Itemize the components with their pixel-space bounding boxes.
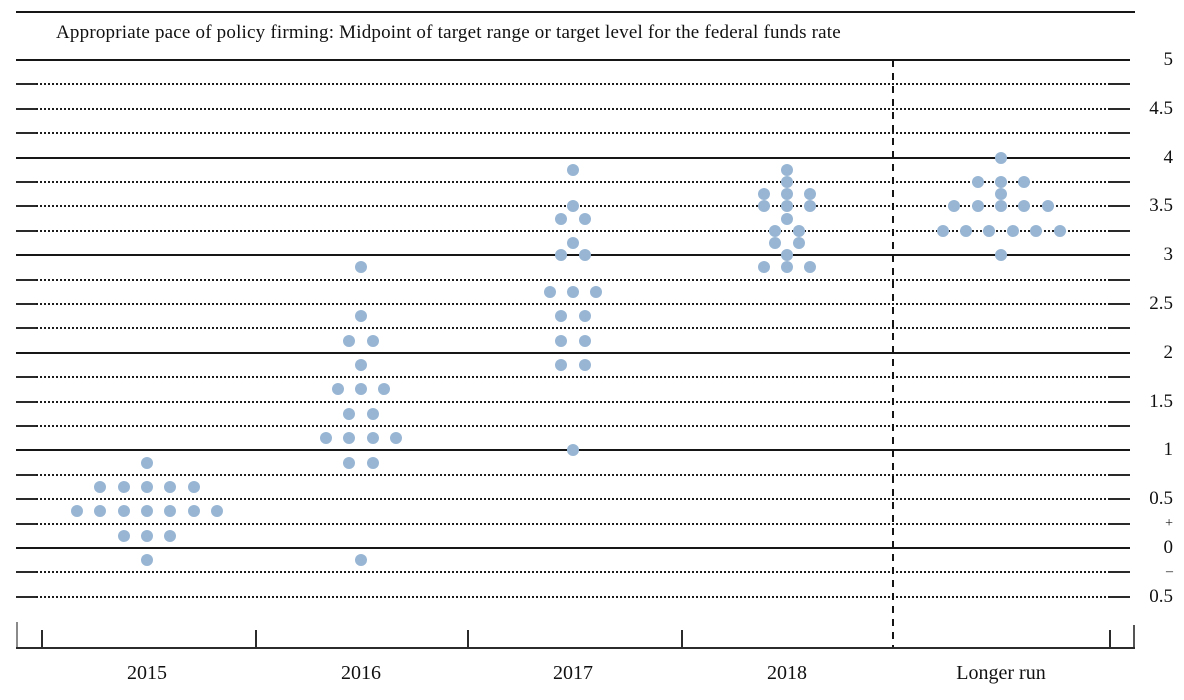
gridline-dotted bbox=[36, 523, 1110, 525]
projection-dot bbox=[567, 286, 579, 298]
gridline-right-cap bbox=[1110, 401, 1130, 403]
y-axis-label: 1 bbox=[1163, 439, 1173, 461]
projection-dot bbox=[1054, 225, 1066, 237]
projection-dot bbox=[758, 200, 770, 212]
projection-dot bbox=[343, 432, 355, 444]
projection-dot bbox=[164, 505, 176, 517]
projection-dot bbox=[1042, 200, 1054, 212]
projection-dot bbox=[367, 432, 379, 444]
gridline-left-cap bbox=[16, 108, 36, 110]
gridline-solid bbox=[16, 254, 1130, 256]
projection-dot bbox=[995, 200, 1007, 212]
y-axis-label: + bbox=[1165, 515, 1173, 531]
projection-dot bbox=[804, 188, 816, 200]
gridline-solid bbox=[16, 547, 1130, 549]
projection-dot bbox=[332, 383, 344, 395]
projection-dot bbox=[141, 457, 153, 469]
x-axis-baseline bbox=[16, 647, 1135, 649]
projection-dot bbox=[211, 505, 223, 517]
gridline-dotted bbox=[36, 376, 1110, 378]
gridline-solid bbox=[16, 352, 1130, 354]
x-axis-left-corner-tick bbox=[16, 622, 18, 647]
projection-dot bbox=[118, 505, 130, 517]
projection-dot bbox=[781, 261, 793, 273]
projection-dot bbox=[781, 213, 793, 225]
gridline-dotted bbox=[36, 132, 1110, 134]
y-axis-label: 4 bbox=[1163, 146, 1173, 168]
gridline-left-cap bbox=[16, 376, 36, 378]
projection-dot bbox=[118, 530, 130, 542]
gridline-right-cap bbox=[1110, 205, 1130, 207]
projection-dot bbox=[1018, 176, 1030, 188]
gridline-dotted bbox=[36, 571, 1110, 573]
projection-dot bbox=[544, 286, 556, 298]
gridline-left-cap bbox=[16, 132, 36, 134]
category-label: 2017 bbox=[553, 662, 593, 684]
y-axis-label: 0.5 bbox=[1149, 585, 1173, 607]
projection-dot bbox=[960, 225, 972, 237]
gridline-right-cap bbox=[1110, 132, 1130, 134]
projection-dot bbox=[320, 432, 332, 444]
gridline-solid bbox=[16, 59, 1130, 61]
gridline-left-cap bbox=[16, 523, 36, 525]
projection-dot bbox=[1018, 200, 1030, 212]
y-axis-label: 1.5 bbox=[1149, 390, 1173, 412]
gridline-left-cap bbox=[16, 425, 36, 427]
projection-dot bbox=[355, 310, 367, 322]
projection-dot bbox=[804, 261, 816, 273]
gridline-right-cap bbox=[1110, 279, 1130, 281]
gridline-right-cap bbox=[1110, 83, 1130, 85]
y-axis-label: 0.5 bbox=[1149, 488, 1173, 510]
projection-dot bbox=[972, 176, 984, 188]
projection-dot bbox=[995, 176, 1007, 188]
projection-dot bbox=[793, 237, 805, 249]
gridline-left-cap bbox=[16, 596, 36, 598]
gridline-dotted bbox=[36, 425, 1110, 427]
projection-dot bbox=[555, 359, 567, 371]
gridline-dotted bbox=[36, 83, 1110, 85]
gridline-left-cap bbox=[16, 401, 36, 403]
gridline-dotted bbox=[36, 401, 1110, 403]
category-label: 2016 bbox=[341, 662, 381, 684]
gridline-right-cap bbox=[1110, 571, 1130, 573]
projection-dot bbox=[343, 408, 355, 420]
y-axis-label: 3 bbox=[1163, 244, 1173, 266]
projection-dot bbox=[94, 505, 106, 517]
gridline-dotted bbox=[36, 181, 1110, 183]
projection-dot bbox=[141, 554, 153, 566]
projection-dot bbox=[781, 188, 793, 200]
projection-dot bbox=[781, 200, 793, 212]
projection-dot bbox=[94, 481, 106, 493]
projection-dot bbox=[355, 261, 367, 273]
gridline-left-cap bbox=[16, 83, 36, 85]
gridline-left-cap bbox=[16, 205, 36, 207]
y-axis-label: 4.5 bbox=[1149, 97, 1173, 119]
x-axis-tick bbox=[255, 630, 257, 647]
projection-dot bbox=[555, 310, 567, 322]
projection-dot bbox=[758, 188, 770, 200]
projection-dot bbox=[781, 164, 793, 176]
projection-dot bbox=[769, 237, 781, 249]
projection-dot bbox=[367, 457, 379, 469]
category-label: Longer run bbox=[956, 662, 1046, 684]
projection-dot bbox=[995, 249, 1007, 261]
gridline-dotted bbox=[36, 327, 1110, 329]
projection-dot bbox=[188, 505, 200, 517]
projection-dot bbox=[579, 249, 591, 261]
gridline-left-cap bbox=[16, 279, 36, 281]
projection-dot bbox=[355, 359, 367, 371]
x-axis-right-corner-tick bbox=[1133, 625, 1135, 647]
gridline-right-cap bbox=[1110, 474, 1130, 476]
projection-dot bbox=[995, 152, 1007, 164]
longer-run-separator bbox=[892, 60, 894, 648]
y-axis-label: 0 bbox=[1163, 537, 1173, 558]
x-axis-tick bbox=[41, 630, 43, 647]
gridline-right-cap bbox=[1110, 596, 1130, 598]
gridline-solid bbox=[16, 157, 1130, 159]
projection-dot bbox=[164, 481, 176, 493]
projection-dot bbox=[948, 200, 960, 212]
gridline-right-cap bbox=[1110, 303, 1130, 305]
gridline-dotted bbox=[36, 230, 1110, 232]
projection-dot bbox=[1007, 225, 1019, 237]
category-label: 2018 bbox=[767, 662, 807, 684]
y-axis-label: 5 bbox=[1163, 49, 1173, 70]
projection-dot bbox=[769, 225, 781, 237]
projection-dot bbox=[937, 225, 949, 237]
projection-dot bbox=[579, 213, 591, 225]
y-axis-label: – bbox=[1166, 564, 1173, 580]
projection-dot bbox=[71, 505, 83, 517]
gridline-left-cap bbox=[16, 474, 36, 476]
projection-dot bbox=[1030, 225, 1042, 237]
gridline-left-cap bbox=[16, 230, 36, 232]
projection-dot bbox=[390, 432, 402, 444]
projection-dot bbox=[343, 457, 355, 469]
projection-dot bbox=[567, 237, 579, 249]
gridline-left-cap bbox=[16, 303, 36, 305]
projection-dot bbox=[355, 383, 367, 395]
projection-dot bbox=[164, 530, 176, 542]
gridline-dotted bbox=[36, 596, 1110, 598]
projection-dot bbox=[367, 408, 379, 420]
projection-dot bbox=[793, 225, 805, 237]
y-axis-label: 2 bbox=[1163, 341, 1173, 363]
x-axis-tick bbox=[681, 630, 683, 647]
x-axis-tick bbox=[467, 630, 469, 647]
category-label: 2015 bbox=[127, 662, 167, 684]
projection-dot bbox=[567, 200, 579, 212]
gridline-left-cap bbox=[16, 327, 36, 329]
gridline-left-cap bbox=[16, 571, 36, 573]
gridline-right-cap bbox=[1110, 181, 1130, 183]
gridline-dotted bbox=[36, 108, 1110, 110]
gridline-right-cap bbox=[1110, 523, 1130, 525]
gridline-right-cap bbox=[1110, 498, 1130, 500]
gridline-right-cap bbox=[1110, 327, 1130, 329]
projection-dot bbox=[378, 383, 390, 395]
projection-dot bbox=[141, 530, 153, 542]
gridline-right-cap bbox=[1110, 230, 1130, 232]
projection-dot bbox=[355, 554, 367, 566]
gridline-right-cap bbox=[1110, 108, 1130, 110]
projection-dot bbox=[567, 164, 579, 176]
projection-dot bbox=[804, 200, 816, 212]
projection-dot bbox=[995, 188, 1007, 200]
projection-dot bbox=[555, 249, 567, 261]
projection-dot bbox=[343, 335, 355, 347]
projection-dot bbox=[141, 505, 153, 517]
gridline-dotted bbox=[36, 279, 1110, 281]
projection-dot bbox=[579, 335, 591, 347]
projection-dot bbox=[567, 444, 579, 456]
projection-dot bbox=[555, 335, 567, 347]
gridline-left-cap bbox=[16, 181, 36, 183]
projection-dot bbox=[141, 481, 153, 493]
gridline-dotted bbox=[36, 303, 1110, 305]
gridline-left-cap bbox=[16, 498, 36, 500]
projection-dot bbox=[188, 481, 200, 493]
gridline-right-cap bbox=[1110, 425, 1130, 427]
projection-dot bbox=[781, 176, 793, 188]
projection-dot bbox=[118, 481, 130, 493]
y-axis-label: 3.5 bbox=[1149, 195, 1173, 217]
projection-dot bbox=[758, 261, 770, 273]
projection-dot bbox=[367, 335, 379, 347]
gridline-dotted bbox=[36, 498, 1110, 500]
gridline-dotted bbox=[36, 474, 1110, 476]
projection-dot bbox=[579, 359, 591, 371]
chart-title: Appropriate pace of policy firming: Midpoint of target range or target level for the federal funds rate bbox=[56, 22, 841, 43]
projection-dot bbox=[972, 200, 984, 212]
projection-dot bbox=[983, 225, 995, 237]
projection-dot bbox=[781, 249, 793, 261]
gridline-right-cap bbox=[1110, 376, 1130, 378]
projection-dot bbox=[555, 213, 567, 225]
projection-dot bbox=[579, 310, 591, 322]
projection-dot bbox=[590, 286, 602, 298]
y-axis-label: 2.5 bbox=[1149, 293, 1173, 314]
x-axis-tick bbox=[1109, 630, 1111, 647]
